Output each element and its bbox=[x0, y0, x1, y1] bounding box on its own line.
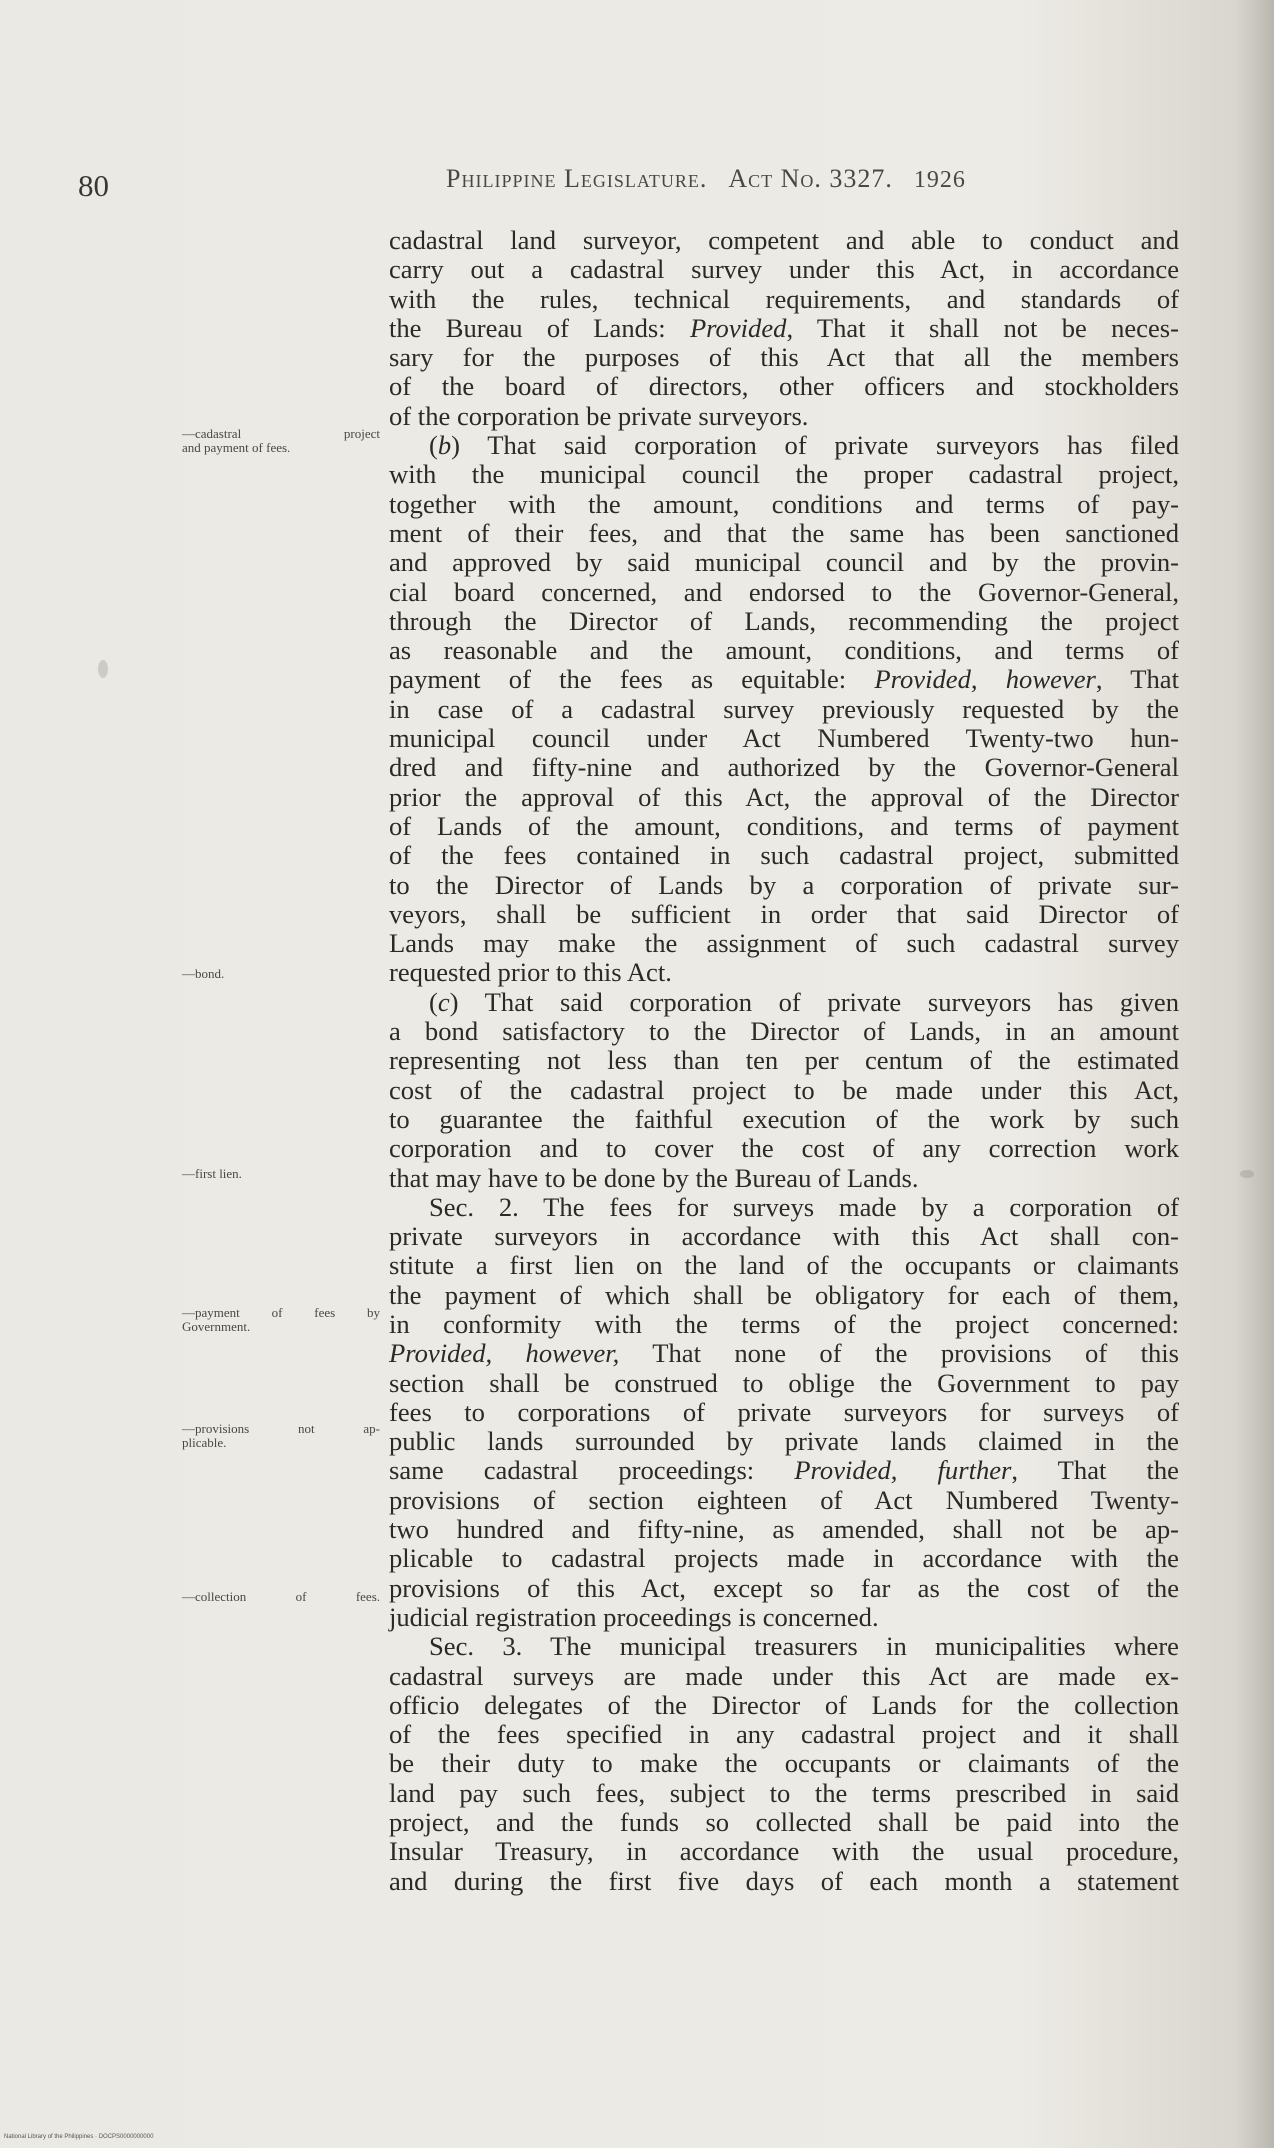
body-line: stitute a first lien on the land of the occupants or claimants bbox=[389, 1250, 1179, 1281]
italic-term: Provided, however bbox=[874, 664, 1096, 695]
running-head-act: Act No. 3327. bbox=[728, 164, 893, 193]
body-line: project, and the funds so collected shall be paid into the bbox=[389, 1807, 1179, 1838]
body-line: through the Director of Lands, recommending the project bbox=[389, 605, 1179, 636]
side-note-line: —payment of fees by bbox=[182, 1305, 380, 1320]
italic-term: Provided, further bbox=[794, 1455, 1012, 1486]
body-line: (c) That said corporation of private surveyors has given bbox=[429, 986, 1179, 1017]
body-line: in case of a cadastral survey previously requested by the bbox=[389, 693, 1179, 724]
body-line: of the fees specified in any cadastral project and it shall bbox=[389, 1719, 1179, 1750]
body-line: representing not less than ten per centum of the estimated bbox=[389, 1045, 1179, 1076]
body-line: be their duty to make the occupants or claimants of the bbox=[389, 1748, 1179, 1779]
body-line: fees to corporations of private surveyors for surveys of bbox=[389, 1396, 1179, 1427]
body-line: payment of the fees as equitable: Provided, however, That bbox=[389, 664, 1179, 695]
body-line: plicable to cadastral projects made in accordance with the bbox=[389, 1543, 1179, 1574]
body-line: to guarantee the faithful execution of the work by such bbox=[389, 1103, 1179, 1134]
running-head bbox=[446, 164, 966, 194]
paper-smudge bbox=[98, 660, 108, 678]
body-line: in conformity with the terms of the project concerned: bbox=[389, 1308, 1179, 1339]
body-line: dred and fifty-nine and authorized by the Governor-General bbox=[389, 752, 1179, 783]
side-note-line: —cadastral project bbox=[182, 426, 380, 441]
italic-term: Provided, however, bbox=[389, 1338, 620, 1369]
running-head-year: 1926 bbox=[913, 167, 966, 193]
body-line: provisions of this Act, except so far as the cost of the bbox=[389, 1572, 1179, 1603]
italic-term: c bbox=[437, 986, 450, 1017]
side-note-line: —first lien. bbox=[182, 1166, 242, 1181]
body-line: Lands may make the assignment of such cadastral survey bbox=[389, 928, 1179, 959]
body-line: veyors, shall be sufficient in order that said Director of bbox=[389, 898, 1179, 929]
running-head-legislature: Philippine Legislature. bbox=[446, 164, 708, 193]
paper-smudge bbox=[1240, 1170, 1254, 1178]
side-note-line: and payment of fees. bbox=[182, 440, 291, 455]
body-line: as reasonable and the amount, conditions, and terms of bbox=[389, 635, 1179, 666]
body-line: carry out a cadastral survey under this Act, in accordance bbox=[389, 254, 1179, 285]
body-line: requested prior to this Act. bbox=[389, 957, 672, 988]
library-footer: National Library of the Philippines · DOCPS0000000000 bbox=[4, 2134, 154, 2140]
body-line: ment of their fees, and that the same has been sanctioned bbox=[389, 517, 1179, 548]
side-note-line: Government. bbox=[182, 1319, 251, 1334]
body-line: to the Director of Lands by a corporation of private sur- bbox=[389, 869, 1179, 900]
body-line: the Bureau of Lands: Provided, That it shall not be neces- bbox=[389, 312, 1179, 343]
body-line: the payment of which shall be obligatory for each of them, bbox=[389, 1279, 1179, 1310]
body-line: prior the approval of this Act, the approval of the Director bbox=[389, 781, 1179, 812]
body-line: of Lands of the amount, conditions, and terms of payment bbox=[389, 810, 1179, 841]
side-note-payment bbox=[182, 1306, 380, 1334]
side-note-line: —collection of fees. bbox=[182, 1589, 380, 1604]
body-line: provisions of section eighteen of Act Numbered Twenty- bbox=[389, 1484, 1179, 1515]
body-line: cadastral surveys are made under this Act are made ex- bbox=[389, 1660, 1179, 1691]
side-note-line: plicable. bbox=[182, 1435, 227, 1450]
body-line: cial board concerned, and endorsed to the Governor-General, bbox=[389, 576, 1179, 607]
page-number: 80 bbox=[78, 168, 109, 203]
body-line: and during the first five days of each month a statement bbox=[389, 1865, 1179, 1896]
body-line: section shall be construed to oblige the Government to pay bbox=[389, 1367, 1179, 1398]
side-note-provisions bbox=[182, 1422, 380, 1450]
body-line: same cadastral proceedings: Provided, further, That the bbox=[389, 1455, 1179, 1486]
body-line: together with the amount, conditions and terms of pay- bbox=[389, 488, 1179, 519]
side-note-line: —bond. bbox=[182, 966, 225, 981]
body-line: cadastral land surveyor, competent and able to conduct and bbox=[389, 225, 1179, 255]
side-note-lien bbox=[182, 1167, 380, 1181]
body-line: Sec. 2. The fees for surveys made by a corporation of bbox=[429, 1191, 1179, 1222]
body-line: Provided, however, That none of the provisions of this bbox=[389, 1338, 1179, 1369]
body-line: of the board of directors, other officers and stockholders bbox=[389, 371, 1179, 402]
italic-term: b bbox=[437, 430, 452, 461]
body-line: private surveyors in accordance with this Act shall con- bbox=[389, 1221, 1179, 1252]
body-line: (b) That said corporation of private surveyors has filed bbox=[429, 430, 1179, 461]
body-line: municipal council under Act Numbered Twenty-two hun- bbox=[389, 723, 1179, 754]
body-line: public lands surrounded by private lands claimed in the bbox=[389, 1426, 1179, 1457]
body-line: two hundred and fifty-nine, as amended, shall not be ap- bbox=[389, 1514, 1179, 1545]
italic-term: Provided bbox=[689, 312, 787, 343]
body-line: corporation and to cover the cost of any correction work bbox=[389, 1133, 1179, 1164]
body-line: with the municipal council the proper cadastral project, bbox=[389, 459, 1179, 490]
body-line: Sec. 3. The municipal treasurers in municipalities where bbox=[429, 1631, 1179, 1662]
side-note-line: —provisions not ap- bbox=[182, 1421, 380, 1436]
body-line: cost of the cadastral project to be made under this Act, bbox=[389, 1074, 1179, 1105]
side-note-collection bbox=[182, 1590, 380, 1604]
body-line: land pay such fees, subject to the terms prescribed in said bbox=[389, 1777, 1179, 1808]
body-line: officio delegates of the Director of Lands for the collection bbox=[389, 1689, 1179, 1720]
body-line: of the corporation be private surveyors. bbox=[389, 400, 809, 431]
body-line: that may have to be done by the Bureau of Lands. bbox=[389, 1162, 919, 1193]
body-line: sary for the purposes of this Act that all the members bbox=[389, 342, 1179, 373]
act-body-text bbox=[389, 226, 1179, 1896]
body-line: and approved by said municipal council and by the provin- bbox=[389, 547, 1179, 578]
body-line: with the rules, technical requirements, and standards of bbox=[389, 283, 1179, 314]
body-line: judicial registration proceedings is concerned. bbox=[389, 1601, 879, 1632]
side-note-bond bbox=[182, 967, 380, 981]
body-line: of the fees contained in such cadastral project, submitted bbox=[389, 840, 1179, 871]
side-note-cadastral bbox=[182, 427, 380, 455]
body-line: Insular Treasury, in accordance with the usual procedure, bbox=[389, 1836, 1179, 1867]
body-line: a bond satisfactory to the Director of Lands, in an amount bbox=[389, 1016, 1179, 1047]
